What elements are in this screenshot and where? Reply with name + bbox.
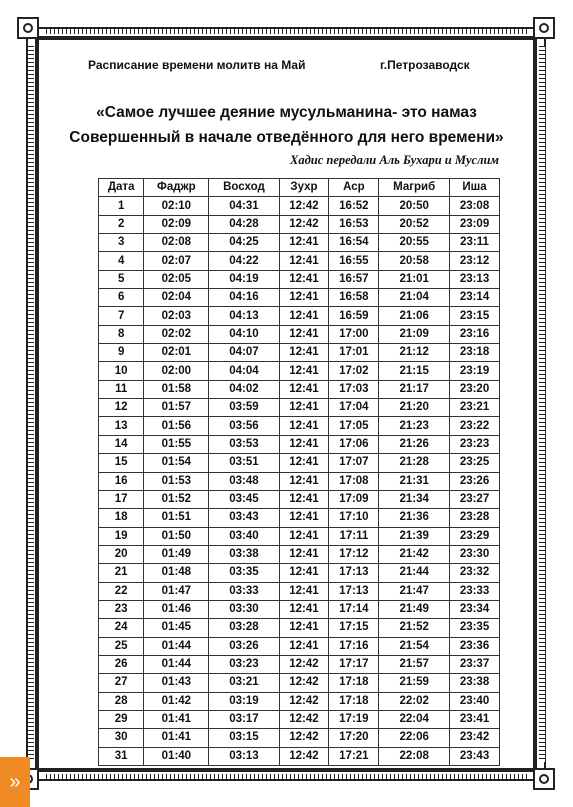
date-cell: 3 xyxy=(99,234,144,252)
maghrib-cell: 21:04 xyxy=(379,289,450,307)
table-row xyxy=(99,729,500,747)
asr-cell: 17:18 xyxy=(329,692,379,710)
sunrise-cell: 04:10 xyxy=(209,325,279,343)
date-cell: 17 xyxy=(99,490,144,508)
dhuhr-cell: 12:41 xyxy=(279,582,329,600)
sunrise-cell: 03:19 xyxy=(209,692,279,710)
dhuhr-cell: 12:42 xyxy=(279,692,329,710)
fajr-cell: 01:42 xyxy=(144,692,209,710)
fajr-cell: 01:56 xyxy=(144,417,209,435)
table-row xyxy=(99,344,500,362)
isha-cell: 23:14 xyxy=(450,289,500,307)
isha-cell: 23:40 xyxy=(450,692,500,710)
maghrib-cell: 22:04 xyxy=(379,710,450,728)
isha-cell: 23:33 xyxy=(450,582,500,600)
asr-cell: 17:04 xyxy=(329,399,379,417)
table-row xyxy=(99,472,500,490)
isha-cell: 23:30 xyxy=(450,545,500,563)
date-cell: 6 xyxy=(99,289,144,307)
asr-cell: 17:21 xyxy=(329,747,379,765)
table-row xyxy=(99,637,500,655)
sunrise-cell: 03:17 xyxy=(209,710,279,728)
date-cell: 16 xyxy=(99,472,144,490)
date-cell: 26 xyxy=(99,655,144,673)
maghrib-cell: 20:50 xyxy=(379,197,450,215)
dhuhr-cell: 12:41 xyxy=(279,600,329,618)
date-cell: 24 xyxy=(99,619,144,637)
date-cell: 7 xyxy=(99,307,144,325)
asr-cell: 17:07 xyxy=(329,454,379,472)
fajr-cell: 02:09 xyxy=(144,215,209,233)
maghrib-cell: 20:58 xyxy=(379,252,450,270)
table-row xyxy=(99,270,500,288)
table-row xyxy=(99,655,500,673)
date-cell: 23 xyxy=(99,600,144,618)
date-cell: 4 xyxy=(99,252,144,270)
maghrib-cell: 21:31 xyxy=(379,472,450,490)
asr-cell: 16:57 xyxy=(329,270,379,288)
isha-cell: 23:26 xyxy=(450,472,500,490)
table-row xyxy=(99,307,500,325)
frame-border-top xyxy=(46,29,527,34)
table-row xyxy=(99,747,500,765)
dhuhr-cell: 12:41 xyxy=(279,252,329,270)
asr-cell: 17:10 xyxy=(329,509,379,527)
fajr-cell: 01:58 xyxy=(144,380,209,398)
fajr-cell: 02:01 xyxy=(144,344,209,362)
sunrise-cell: 04:16 xyxy=(209,289,279,307)
maghrib-cell: 21:42 xyxy=(379,545,450,563)
column-header-maghrib: Магриб xyxy=(379,179,450,197)
date-cell: 21 xyxy=(99,564,144,582)
date-cell: 5 xyxy=(99,270,144,288)
asr-cell: 17:01 xyxy=(329,344,379,362)
fajr-cell: 01:48 xyxy=(144,564,209,582)
sunrise-cell: 04:31 xyxy=(209,197,279,215)
date-cell: 14 xyxy=(99,435,144,453)
date-cell: 8 xyxy=(99,325,144,343)
isha-cell: 23:23 xyxy=(450,435,500,453)
sunrise-cell: 03:35 xyxy=(209,564,279,582)
dhuhr-cell: 12:41 xyxy=(279,325,329,343)
asr-cell: 17:16 xyxy=(329,637,379,655)
isha-cell: 23:29 xyxy=(450,527,500,545)
date-cell: 28 xyxy=(99,692,144,710)
asr-cell: 17:08 xyxy=(329,472,379,490)
fajr-cell: 01:44 xyxy=(144,655,209,673)
table-row xyxy=(99,564,500,582)
dhuhr-cell: 12:42 xyxy=(279,655,329,673)
sunrise-cell: 04:28 xyxy=(209,215,279,233)
date-cell: 20 xyxy=(99,545,144,563)
date-cell: 22 xyxy=(99,582,144,600)
maghrib-cell: 21:39 xyxy=(379,527,450,545)
fajr-cell: 01:57 xyxy=(144,399,209,417)
table-row xyxy=(99,417,500,435)
table-row xyxy=(99,362,500,380)
isha-cell: 23:35 xyxy=(450,619,500,637)
asr-cell: 17:12 xyxy=(329,545,379,563)
isha-cell: 23:18 xyxy=(450,344,500,362)
maghrib-cell: 21:36 xyxy=(379,509,450,527)
table-header-row xyxy=(99,179,500,197)
dhuhr-cell: 12:41 xyxy=(279,619,329,637)
date-cell: 31 xyxy=(99,747,144,765)
isha-cell: 23:34 xyxy=(450,600,500,618)
date-cell: 1 xyxy=(99,197,144,215)
sunrise-cell: 04:13 xyxy=(209,307,279,325)
isha-cell: 23:20 xyxy=(450,380,500,398)
table-row xyxy=(99,197,500,215)
sunrise-cell: 03:59 xyxy=(209,399,279,417)
asr-cell: 16:58 xyxy=(329,289,379,307)
sunrise-cell: 04:04 xyxy=(209,362,279,380)
column-header-date: Дата xyxy=(99,179,144,197)
maghrib-cell: 20:55 xyxy=(379,234,450,252)
date-cell: 2 xyxy=(99,215,144,233)
isha-cell: 23:38 xyxy=(450,674,500,692)
sunrise-cell: 04:02 xyxy=(209,380,279,398)
sunrise-cell: 03:15 xyxy=(209,729,279,747)
asr-cell: 16:52 xyxy=(329,197,379,215)
isha-cell: 23:15 xyxy=(450,307,500,325)
fajr-cell: 02:02 xyxy=(144,325,209,343)
sunrise-cell: 04:22 xyxy=(209,252,279,270)
maghrib-cell: 21:12 xyxy=(379,344,450,362)
maghrib-cell: 21:17 xyxy=(379,380,450,398)
sunrise-cell: 04:07 xyxy=(209,344,279,362)
dhuhr-cell: 12:42 xyxy=(279,215,329,233)
dhuhr-cell: 12:41 xyxy=(279,472,329,490)
sunrise-cell: 04:25 xyxy=(209,234,279,252)
table-row xyxy=(99,527,500,545)
asr-cell: 17:02 xyxy=(329,362,379,380)
dhuhr-cell: 12:41 xyxy=(279,509,329,527)
isha-cell: 23:28 xyxy=(450,509,500,527)
fajr-cell: 01:41 xyxy=(144,710,209,728)
sunrise-cell: 03:13 xyxy=(209,747,279,765)
sunrise-cell: 03:38 xyxy=(209,545,279,563)
column-header-isha: Иша xyxy=(450,179,500,197)
asr-cell: 16:54 xyxy=(329,234,379,252)
maghrib-cell: 21:57 xyxy=(379,655,450,673)
dhuhr-cell: 12:41 xyxy=(279,454,329,472)
date-cell: 30 xyxy=(99,729,144,747)
date-cell: 27 xyxy=(99,674,144,692)
fajr-cell: 01:50 xyxy=(144,527,209,545)
quote-line-2: Совершенный в начале отведённого для него времени» xyxy=(69,129,504,146)
fajr-cell: 02:03 xyxy=(144,307,209,325)
maghrib-cell: 21:52 xyxy=(379,619,450,637)
prayer-times-table xyxy=(98,178,500,766)
sunrise-cell: 04:19 xyxy=(209,270,279,288)
fajr-cell: 02:05 xyxy=(144,270,209,288)
table-row xyxy=(99,252,500,270)
column-header-fajr: Фаджр xyxy=(144,179,209,197)
maghrib-cell: 21:06 xyxy=(379,307,450,325)
isha-cell: 23:27 xyxy=(450,490,500,508)
fajr-cell: 01:55 xyxy=(144,435,209,453)
column-header-dhuhr: Зухр xyxy=(279,179,329,197)
fajr-cell: 01:49 xyxy=(144,545,209,563)
sunrise-cell: 03:51 xyxy=(209,454,279,472)
dhuhr-cell: 12:41 xyxy=(279,362,329,380)
dhuhr-cell: 12:41 xyxy=(279,490,329,508)
frame-corner-ornament xyxy=(533,768,555,790)
dhuhr-cell: 12:42 xyxy=(279,710,329,728)
maghrib-cell: 21:09 xyxy=(379,325,450,343)
fajr-cell: 01:51 xyxy=(144,509,209,527)
fajr-cell: 01:54 xyxy=(144,454,209,472)
table-row xyxy=(99,234,500,252)
asr-cell: 16:59 xyxy=(329,307,379,325)
maghrib-cell: 21:54 xyxy=(379,637,450,655)
maghrib-cell: 21:28 xyxy=(379,454,450,472)
maghrib-cell: 21:59 xyxy=(379,674,450,692)
dhuhr-cell: 12:41 xyxy=(279,270,329,288)
fajr-cell: 01:52 xyxy=(144,490,209,508)
asr-cell: 17:17 xyxy=(329,655,379,673)
sunrise-cell: 03:43 xyxy=(209,509,279,527)
dhuhr-cell: 12:42 xyxy=(279,674,329,692)
fajr-cell: 01:45 xyxy=(144,619,209,637)
column-header-sunrise: Восход xyxy=(209,179,279,197)
sunrise-cell: 03:45 xyxy=(209,490,279,508)
date-cell: 11 xyxy=(99,380,144,398)
column-header-asr: Аср xyxy=(329,179,379,197)
sunrise-cell: 03:33 xyxy=(209,582,279,600)
isha-cell: 23:08 xyxy=(450,197,500,215)
fajr-cell: 01:43 xyxy=(144,674,209,692)
maghrib-cell: 21:23 xyxy=(379,417,450,435)
dhuhr-cell: 12:41 xyxy=(279,307,329,325)
dhuhr-cell: 12:41 xyxy=(279,527,329,545)
asr-cell: 16:55 xyxy=(329,252,379,270)
asr-cell: 17:20 xyxy=(329,729,379,747)
isha-cell: 23:21 xyxy=(450,399,500,417)
isha-cell: 23:42 xyxy=(450,729,500,747)
city-label: г.Петрозаводск xyxy=(380,58,470,72)
asr-cell: 17:09 xyxy=(329,490,379,508)
isha-cell: 23:36 xyxy=(450,637,500,655)
frame-corner-ornament xyxy=(533,17,555,39)
isha-cell: 23:16 xyxy=(450,325,500,343)
table-row xyxy=(99,399,500,417)
frame-border-left xyxy=(28,46,34,762)
maghrib-cell: 21:26 xyxy=(379,435,450,453)
maghrib-cell: 21:47 xyxy=(379,582,450,600)
asr-cell: 16:53 xyxy=(329,215,379,233)
dhuhr-cell: 12:41 xyxy=(279,289,329,307)
sunrise-cell: 03:30 xyxy=(209,600,279,618)
dhuhr-cell: 12:41 xyxy=(279,545,329,563)
table-row xyxy=(99,289,500,307)
date-cell: 25 xyxy=(99,637,144,655)
dhuhr-cell: 12:41 xyxy=(279,417,329,435)
date-cell: 13 xyxy=(99,417,144,435)
asr-cell: 17:11 xyxy=(329,527,379,545)
table-row xyxy=(99,545,500,563)
isha-cell: 23:37 xyxy=(450,655,500,673)
maghrib-cell: 21:15 xyxy=(379,362,450,380)
isha-cell: 23:12 xyxy=(450,252,500,270)
date-cell: 19 xyxy=(99,527,144,545)
dhuhr-cell: 12:41 xyxy=(279,399,329,417)
isha-cell: 23:41 xyxy=(450,710,500,728)
table-row xyxy=(99,215,500,233)
fajr-cell: 01:44 xyxy=(144,637,209,655)
maghrib-cell: 21:34 xyxy=(379,490,450,508)
maghrib-cell: 21:44 xyxy=(379,564,450,582)
quote-source: Хадис передали Аль Бухари и Муслим xyxy=(290,153,499,167)
sunrise-cell: 03:56 xyxy=(209,417,279,435)
frame-border-right xyxy=(539,46,545,762)
dhuhr-cell: 12:41 xyxy=(279,564,329,582)
sunrise-cell: 03:26 xyxy=(209,637,279,655)
table-row xyxy=(99,454,500,472)
dhuhr-cell: 12:42 xyxy=(279,747,329,765)
schedule-title: Расписание времени молитв на Май xyxy=(88,58,306,72)
asr-cell: 17:18 xyxy=(329,674,379,692)
isha-cell: 23:11 xyxy=(450,234,500,252)
fajr-cell: 02:10 xyxy=(144,197,209,215)
asr-cell: 17:03 xyxy=(329,380,379,398)
fajr-cell: 01:47 xyxy=(144,582,209,600)
dhuhr-cell: 12:41 xyxy=(279,344,329,362)
sunrise-cell: 03:28 xyxy=(209,619,279,637)
isha-cell: 23:22 xyxy=(450,417,500,435)
maghrib-cell: 21:49 xyxy=(379,600,450,618)
isha-cell: 23:43 xyxy=(450,747,500,765)
asr-cell: 17:05 xyxy=(329,417,379,435)
dhuhr-cell: 12:42 xyxy=(279,197,329,215)
sunrise-cell: 03:48 xyxy=(209,472,279,490)
asr-cell: 17:06 xyxy=(329,435,379,453)
maghrib-cell: 21:01 xyxy=(379,270,450,288)
maghrib-cell: 22:08 xyxy=(379,747,450,765)
sunrise-cell: 03:23 xyxy=(209,655,279,673)
asr-cell: 17:19 xyxy=(329,710,379,728)
frame-border-bottom xyxy=(46,774,527,779)
isha-cell: 23:09 xyxy=(450,215,500,233)
table-row xyxy=(99,710,500,728)
table-row xyxy=(99,692,500,710)
maghrib-cell: 22:02 xyxy=(379,692,450,710)
date-cell: 29 xyxy=(99,710,144,728)
table-row xyxy=(99,582,500,600)
asr-cell: 17:13 xyxy=(329,564,379,582)
asr-cell: 17:00 xyxy=(329,325,379,343)
date-cell: 9 xyxy=(99,344,144,362)
date-cell: 10 xyxy=(99,362,144,380)
table-row xyxy=(99,325,500,343)
dhuhr-cell: 12:41 xyxy=(279,380,329,398)
table-row xyxy=(99,490,500,508)
table-row xyxy=(99,380,500,398)
maghrib-cell: 22:06 xyxy=(379,729,450,747)
frame-corner-ornament xyxy=(17,17,39,39)
isha-cell: 23:13 xyxy=(450,270,500,288)
dhuhr-cell: 12:42 xyxy=(279,729,329,747)
quote-line-1: «Самое лучшее деяние мусульманина- это намаз xyxy=(96,104,477,121)
fajr-cell: 01:46 xyxy=(144,600,209,618)
asr-cell: 17:13 xyxy=(329,582,379,600)
next-page-button[interactable] xyxy=(0,757,30,807)
date-cell: 15 xyxy=(99,454,144,472)
maghrib-cell: 20:52 xyxy=(379,215,450,233)
date-cell: 18 xyxy=(99,509,144,527)
table-row xyxy=(99,435,500,453)
table-row xyxy=(99,600,500,618)
maghrib-cell: 21:20 xyxy=(379,399,450,417)
fajr-cell: 02:04 xyxy=(144,289,209,307)
fajr-cell: 01:41 xyxy=(144,729,209,747)
sunrise-cell: 03:21 xyxy=(209,674,279,692)
sunrise-cell: 03:53 xyxy=(209,435,279,453)
table-row xyxy=(99,674,500,692)
double-chevron-right-icon: » xyxy=(9,771,21,793)
fajr-cell: 01:53 xyxy=(144,472,209,490)
asr-cell: 17:15 xyxy=(329,619,379,637)
date-cell: 12 xyxy=(99,399,144,417)
sunrise-cell: 03:40 xyxy=(209,527,279,545)
fajr-cell: 02:07 xyxy=(144,252,209,270)
asr-cell: 17:14 xyxy=(329,600,379,618)
table-body xyxy=(99,197,500,766)
isha-cell: 23:25 xyxy=(450,454,500,472)
fajr-cell: 02:00 xyxy=(144,362,209,380)
isha-cell: 23:19 xyxy=(450,362,500,380)
table-row xyxy=(99,509,500,527)
fajr-cell: 01:40 xyxy=(144,747,209,765)
dhuhr-cell: 12:41 xyxy=(279,435,329,453)
isha-cell: 23:32 xyxy=(450,564,500,582)
fajr-cell: 02:08 xyxy=(144,234,209,252)
table-row xyxy=(99,619,500,637)
dhuhr-cell: 12:41 xyxy=(279,234,329,252)
dhuhr-cell: 12:41 xyxy=(279,637,329,655)
